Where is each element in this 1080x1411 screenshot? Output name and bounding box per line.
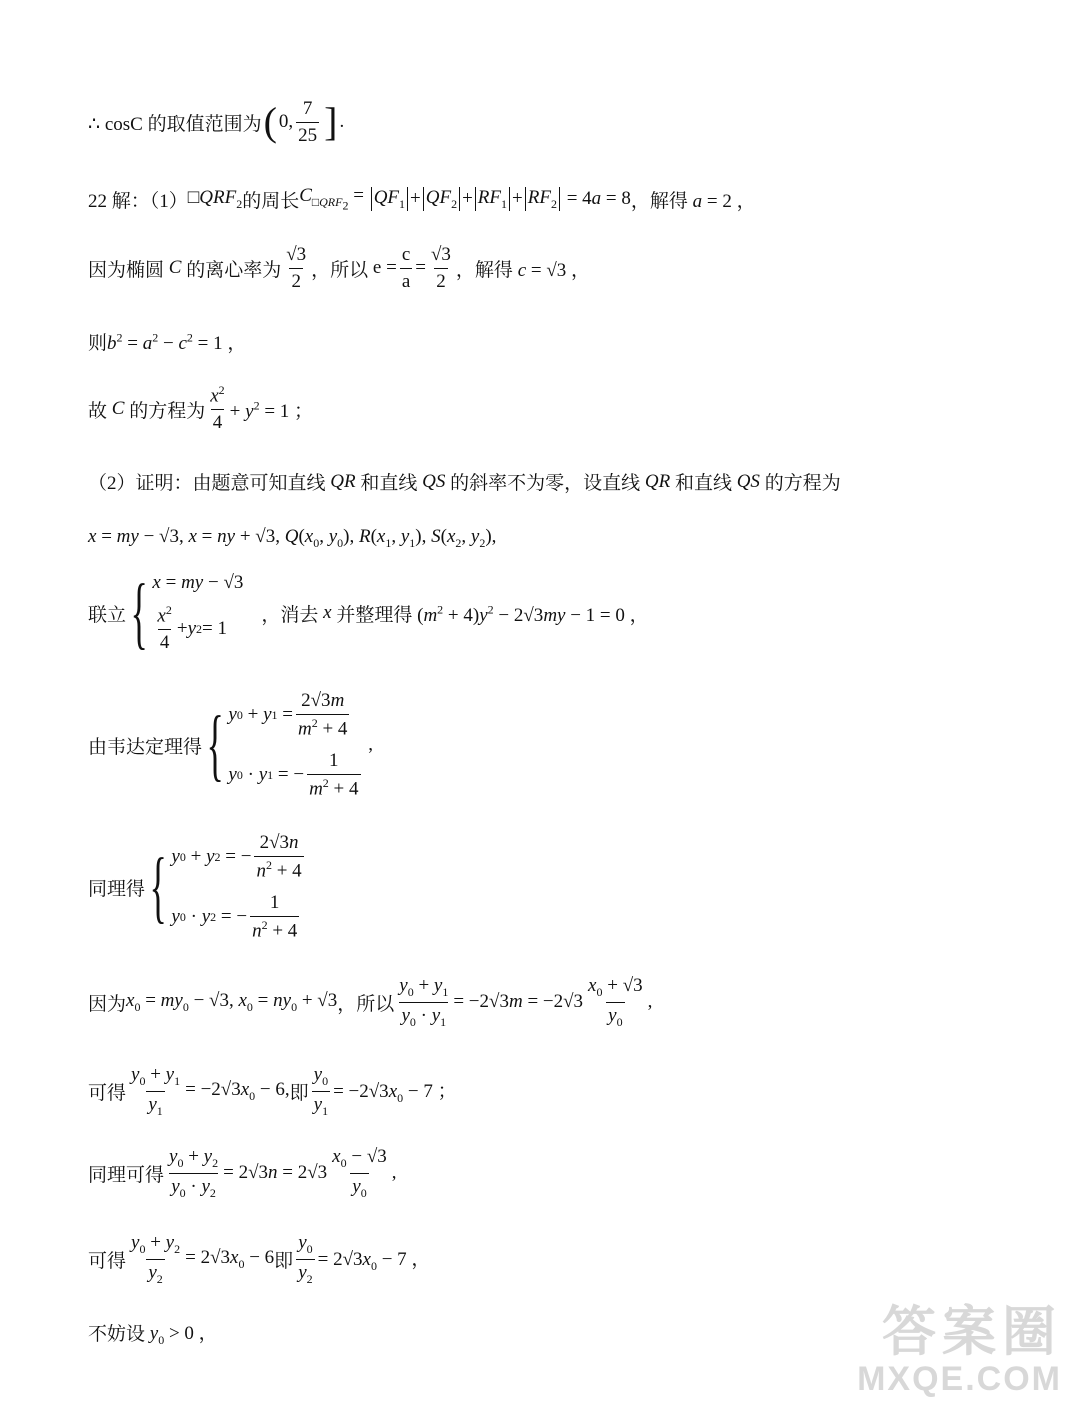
text: 即: [289, 1082, 309, 1104]
watermark-top: 答案圈: [882, 1302, 1062, 1362]
line-eccentricity: 因为椭圆 C 的离心率为 $\frac{√3}{2}$ ，所以 e = $\frac{c}{a}$ = $\frac{√3}{2}$ ，解得 c = √3 ，: [88, 244, 591, 292]
text: 联立: [88, 604, 127, 626]
watermark-bottom: MXQE.COM: [857, 1360, 1062, 1398]
text: 故: [88, 400, 108, 422]
line-because: 因为 $x_0 = my_0 - √3$, $x_0 = ny_0 + √3$ ，所以 $\frac{y_0 + y_1}{y_0 \cdot y_1}$ = −2√3m = −2√3 $\frac{x_0 + √3}{y_0}$ ,: [88, 975, 653, 1029]
text: ，解得: [630, 190, 688, 212]
watermark: [857, 1289, 1062, 1399]
line-assume: 不妨设 $y_0 > 0$ ，: [88, 1318, 218, 1348]
text: 则: [88, 333, 108, 354]
text: ，消去: [261, 604, 319, 626]
fraction: $\frac{√3}{2}$: [286, 244, 307, 292]
text: 的周长: [242, 190, 300, 212]
brace: {: [206, 701, 224, 790]
text: 的方程为: [764, 473, 841, 494]
line-part2-intro: （2）证明：由题意可知直线 QR 和直线 QS 的斜率不为零，设直线 QR 和直线 QS 的方程为: [88, 468, 841, 495]
line-derive3: 可得 $\frac{y_0 + y_2}{y_2}$ = $2√3x_0 - 6$ 即 $\frac{y_0}{y_2}$ = $2√3x_0 - 7$ ，: [88, 1232, 431, 1286]
bracket: ]: [324, 99, 338, 145]
line-perimeter: 22 解：（1） $□QRF_2$ 的周长 $C_{□QRF_2}$ = $QF_1$ + $QF_2$ + $RF_1$ + $RF_2$ = 4a = 8 ，解得 a = 2 ，: [88, 185, 756, 213]
line-line-eqs: x = my − √3, x = ny + √3, $Q(x_0$, $y_0$), $R(x_1$, $y_1$), $S(x_2$, $y_2$),: [88, 526, 497, 550]
text: 和直线: [360, 473, 418, 494]
text: 可得: [88, 1082, 127, 1104]
text: 22 解：（1）: [88, 190, 188, 212]
text: ，解得: [455, 259, 513, 281]
text: ，所以: [311, 259, 369, 281]
fraction: $\frac{x^2}{4}$: [210, 383, 225, 434]
text: 不妨设: [88, 1324, 146, 1346]
text: 由韦达定理得: [88, 736, 203, 758]
brace: {: [149, 843, 167, 932]
fraction: $\frac{7}{25}$: [298, 98, 318, 146]
text: 的斜率不为零，设直线: [450, 473, 641, 494]
text: 并整理得: [336, 604, 413, 626]
line-vieta: 由韦达定理得 { y 0 + y 1 = $\frac{2√3m}{m^2 + 4}$ y 0 · y 1 = − $\frac{1}{m^2 + 4}$ ,: [88, 690, 374, 800]
line-derive1: 可得 $\frac{y_0 + y_1}{y_1}$ = $-2√3x_0 - 6$, 即 $\frac{y_0}{y_1}$ = $-2√3x_0 - 7$ ；: [88, 1064, 457, 1118]
line-derive2: 同理可得 $\frac{y_0 + y_2}{y_0 \cdot y_2}$ = 2√3n = 2√3 $\frac{x_0 - √3}{y_0}$ ,: [88, 1146, 397, 1200]
line-cos-range: ∴ cosC 的取值范围为 ( 0, $\frac{7}{25}$ ] .: [88, 98, 345, 146]
text: ，所以: [337, 993, 395, 1015]
text: 和直线: [674, 473, 732, 494]
fraction: $\frac{√3}{2}$: [430, 244, 451, 292]
text: （2）证明：由题意可知直线: [88, 473, 326, 494]
text: 的离心率为: [186, 259, 282, 281]
line-b-squared: 则 $b^2 = a^2 - c^2 = 1$ ，: [88, 328, 246, 355]
text: 即: [274, 1250, 294, 1272]
line-ellipse-eq: 故 C 的方程为 $\frac{x^2}{4}$ + $y^2 = 1$ ；: [88, 383, 314, 434]
line-system: 联立 { x = my − √3 $\frac{x^2}{4}$ + y 2 = 1 ，消去 x 并整理得 $(m^2 + 4)y^2 - 2√3my - 1 = 0$ ，: [88, 569, 649, 657]
text: 可得: [88, 1250, 127, 1272]
fraction: $\frac{c}{a}$: [401, 244, 411, 292]
text: 的方程为: [129, 400, 206, 422]
text: 同理可得: [88, 1164, 165, 1186]
text: 因为: [88, 993, 127, 1015]
brace: {: [130, 569, 148, 657]
text: ∴ cosC 的取值范围为: [88, 113, 262, 135]
paren: (: [263, 99, 277, 145]
text: 同理得: [88, 878, 146, 900]
line-similar: 同理得 { y 0 + y 2 = − $\frac{2√3n}{n^2 + 4}$ y 0 · y 2 = − $\frac{1}{n^2 + 4}$: [88, 832, 302, 942]
text: 因为椭圆: [88, 259, 165, 281]
